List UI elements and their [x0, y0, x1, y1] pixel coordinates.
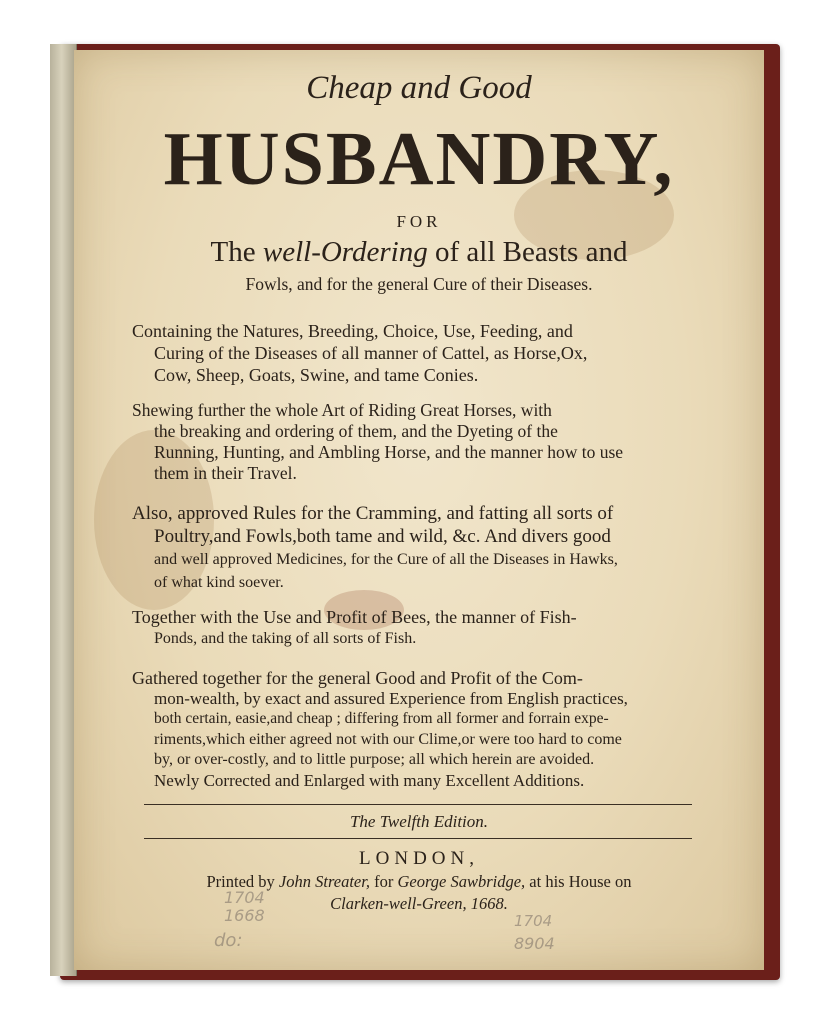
- edition: The Twelfth Edition.: [349, 812, 489, 831]
- pencil-annotation: 1704: [514, 912, 553, 930]
- paragraph-line: of what kind soever.: [154, 574, 284, 591]
- paragraph-line: by, or over-costly, and to little purpose; all which herein are avoided.: [154, 751, 595, 768]
- imprint-line-2: Clarken-well-Green, 1668.: [330, 894, 508, 913]
- paragraph-line: mon-wealth, by exact and assured Experience from English practices,: [154, 688, 628, 708]
- subtitle-line-2: Fowls, and for the general Cure of their Diseases.: [245, 274, 593, 294]
- paragraph-line: both certain, easie,and cheap ; differing from all former and forrain expe-: [154, 710, 609, 727]
- title-line-1: Cheap and Good: [306, 70, 532, 106]
- paragraph-line: Newly Corrected and Enlarged with many Excellent Additions.: [154, 770, 585, 790]
- imprint-line-1: [74, 872, 764, 892]
- paragraph-line: Gathered together for the general Good and Profit of the Com-: [132, 668, 583, 688]
- paragraph-bees: [132, 606, 692, 650]
- imprint-bookseller: George Sawbridge,: [397, 872, 526, 891]
- subtitle-line-1: [74, 236, 764, 269]
- paragraph-poultry: [132, 502, 692, 594]
- paragraph-line: Ponds, and the taking of all sorts of Fish.: [154, 630, 417, 647]
- pencil-annotation: 1668: [224, 906, 265, 925]
- paragraph-line: Cow, Sheep, Goats, Swine, and tame Conies.: [154, 365, 479, 385]
- subtitle-text: The: [210, 236, 256, 268]
- paragraph-gathered: [132, 668, 692, 791]
- paragraph-contents: [132, 320, 692, 386]
- subtitle-text: of all Beasts and: [434, 236, 628, 268]
- title-page: [74, 50, 764, 970]
- paragraph-line: Also, approved Rules for the Cramming, and fatting all sorts of: [132, 503, 614, 524]
- pencil-annotation: 1704: [224, 888, 265, 907]
- paragraph-line: Running, Hunting, and Ambling Horse, and the manner how to use: [154, 442, 624, 462]
- paragraph-line: them in their Travel.: [154, 463, 297, 483]
- imprint-text: for: [374, 872, 394, 891]
- imprint-city: LONDON,: [359, 848, 479, 869]
- paragraph-line: riments,which either agreed not with our Clime,or were too hard to come: [154, 730, 622, 748]
- paragraph-line: Curing of the Diseases of all manner of Cattel, as Horse,Ox,: [154, 343, 588, 363]
- pencil-annotation: do:: [214, 930, 243, 951]
- title-for: FOR: [396, 212, 442, 231]
- paragraph-riding: [132, 400, 692, 484]
- subtitle-italic: well-Ordering: [262, 236, 428, 268]
- pencil-annotation: 8904: [514, 934, 555, 953]
- title-main: HUSBANDRY,: [163, 117, 675, 201]
- paragraph-line: Together with the Use and Profit of Bees, the manner of Fish-: [132, 607, 577, 627]
- paragraph-line: and well approved Medicines, for the Cure of all the Diseases in Hawks,: [154, 551, 618, 568]
- paragraph-line: Shewing further the whole Art of Riding Great Horses, with: [132, 400, 552, 420]
- book-spine-edge: [50, 44, 77, 976]
- rule-top: [144, 804, 692, 805]
- paragraph-line: the breaking and ordering of them, and the Dyeting of the: [154, 421, 558, 441]
- imprint-printer: John Streater,: [278, 872, 370, 891]
- paragraph-line: Containing the Natures, Breeding, Choice, Use, Feeding, and: [132, 321, 573, 341]
- paragraph-line: Poultry,and Fowls,both tame and wild, &c. And divers good: [154, 526, 611, 547]
- rule-bottom: [144, 838, 692, 839]
- imprint-text: at his House on: [529, 872, 632, 891]
- imprint-text: Printed by: [206, 872, 275, 891]
